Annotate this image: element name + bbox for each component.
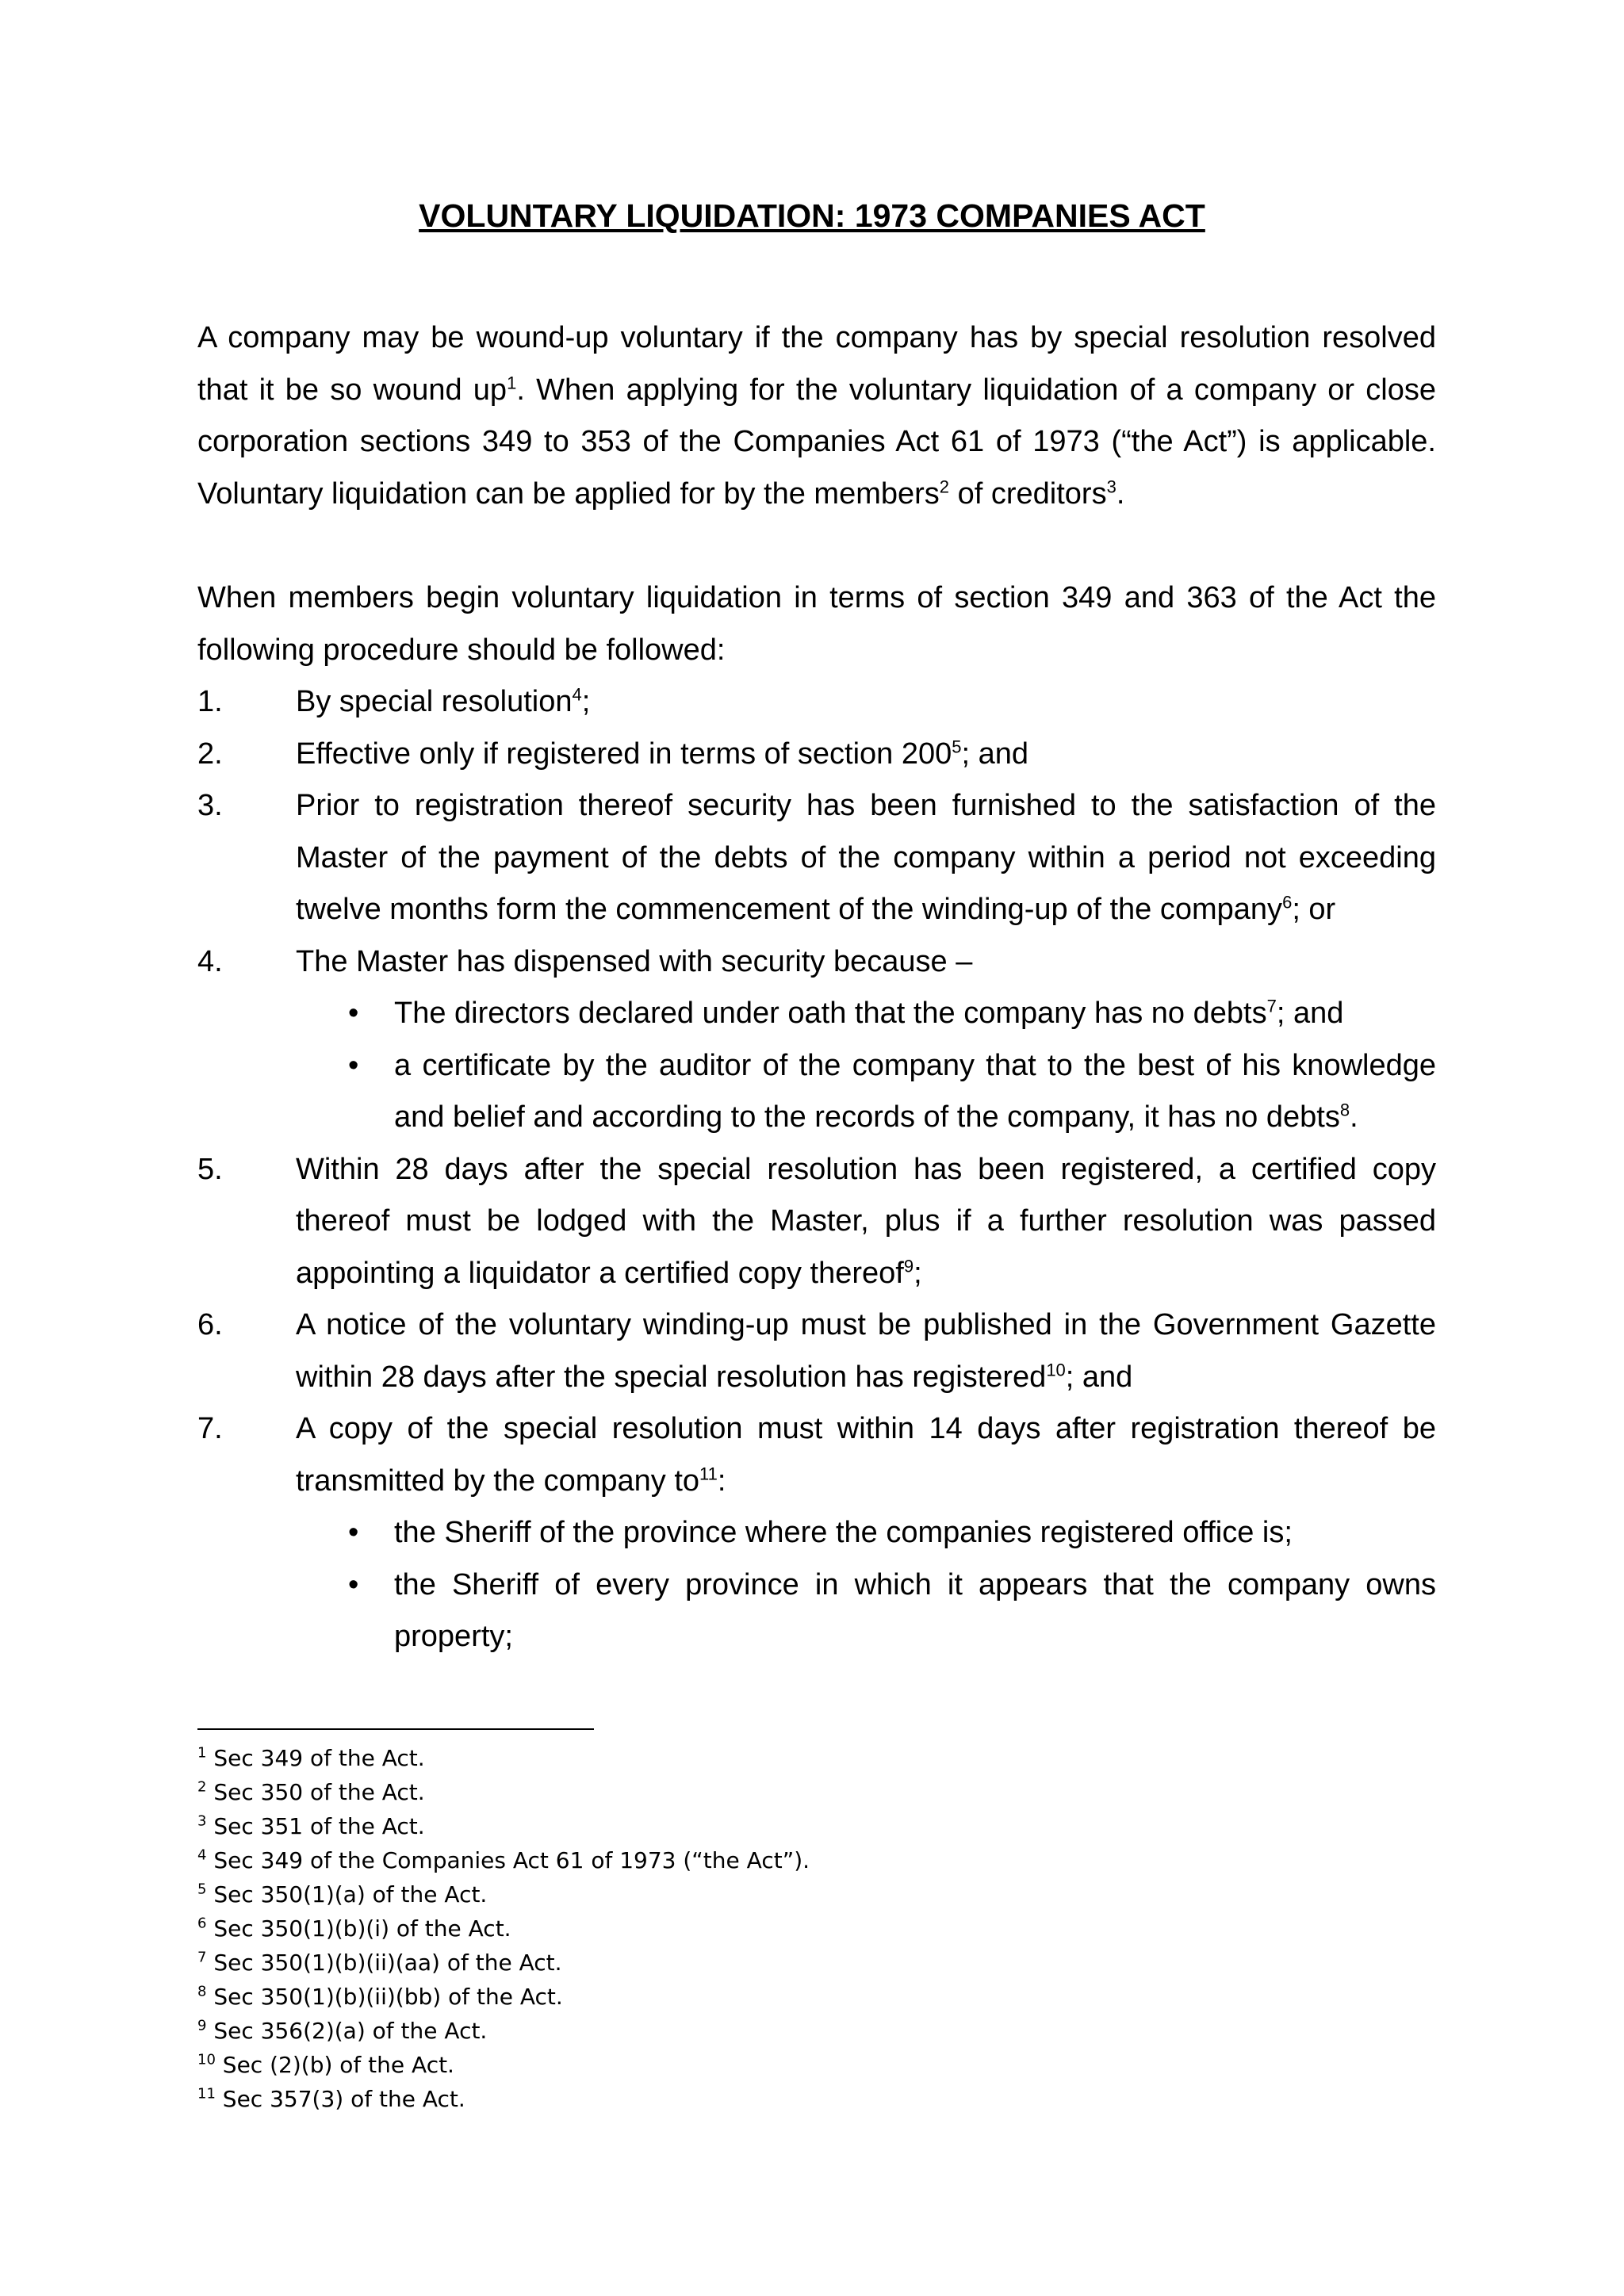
footnote-text: Sec 350(1)(b)(ii)(aa) of the Act. <box>206 1950 562 1976</box>
intro-text-1: A company may be wound-up voluntary if the company has by special resolution resolved that it be so wound up <box>197 321 1436 407</box>
list-item-tail: ; and <box>961 737 1029 771</box>
footnote-text: Sec 357(3) of the Act. <box>215 2086 465 2112</box>
list-number: 2. <box>197 737 223 771</box>
footnote-ref-5: 5 <box>952 736 962 756</box>
footnote-ref-11: 11 <box>699 1463 718 1483</box>
bullet-item <box>296 1040 1436 1144</box>
bullet-list <box>296 1507 1436 1663</box>
list-item <box>197 676 1436 729</box>
procedure-intro-paragraph: When members begin voluntary liquidation in terms of section 349 and 363 of the Act the following procedure should be followed: <box>197 581 1436 667</box>
footnote-text: Sec 349 of the Act. <box>206 1745 425 1771</box>
list-item-tail: : <box>717 1464 726 1498</box>
footnote <box>197 1980 810 2014</box>
footnote-number: 9 <box>197 2017 207 2034</box>
footnote-text: Sec 356(2)(a) of the Act. <box>206 2018 488 2044</box>
footnote <box>197 1946 810 1980</box>
footnote-number: 11 <box>197 2085 216 2103</box>
footnote-ref-10: 10 <box>1046 1359 1066 1380</box>
bullet-text: The directors declared under oath that the company has no debts <box>394 997 1267 1030</box>
bullet-text: a certificate by the auditor of the company that to the best of his knowledge and belief and according to the records of the company, it has no debts <box>394 1048 1436 1134</box>
bullet-icon: • <box>348 1516 359 1549</box>
bullet-item <box>296 1507 1436 1559</box>
list-item-tail: ; <box>914 1256 922 1290</box>
list-item-tail: ; or <box>1292 893 1336 926</box>
list-item-text: The Master has dispensed with security because – <box>296 944 973 978</box>
list-number: 6. <box>197 1308 223 1341</box>
footnote <box>197 1843 810 1877</box>
footnote-ref-7: 7 <box>1266 996 1277 1016</box>
footnote-ref-8: 8 <box>1339 1100 1350 1120</box>
footnote-number: 7 <box>197 1949 207 1966</box>
list-number: 5. <box>197 1152 223 1186</box>
footnote-separator <box>197 1728 594 1730</box>
list-item <box>197 1144 1436 1300</box>
footnote-ref-9: 9 <box>903 1255 914 1276</box>
footnote-text: Sec 350 of the Act. <box>206 1779 425 1805</box>
footnote-text: Sec (2)(b) of the Act. <box>215 2052 454 2078</box>
footnote-number: 8 <box>197 1983 207 2000</box>
list-number: 7. <box>197 1412 223 1445</box>
bullet-icon: • <box>348 1567 359 1601</box>
list-item <box>197 936 1436 1144</box>
footnote-text: Sec 350(1)(a) of the Act. <box>206 1881 488 1908</box>
footnote-ref-6: 6 <box>1282 892 1293 913</box>
footnote <box>197 1809 810 1843</box>
intro-text-2: . When applying for the voluntary liquidation of a company or close corporation sections 349 to 353 of the Companies Act 61 of 1973 (“the Act”) is applicable. Voluntary liquidation can be applied for by the members <box>197 373 1436 511</box>
bullet-item <box>296 1559 1436 1663</box>
procedure-list <box>197 676 1436 1663</box>
intro-text-3: of creditors <box>949 476 1107 511</box>
footnote-text: Sec 350(1)(b)(i) of the Act. <box>206 1915 511 1942</box>
footnote-text: Sec 349 of the Companies Act 61 of 1973 (“the Act”). <box>206 1847 810 1873</box>
footnote-number: 2 <box>197 1778 207 1796</box>
list-item-text: Effective only if registered in terms of section 200 <box>296 737 952 771</box>
list-item-text: Prior to registration thereof security has been furnished to the satisfaction of the Master of the payment of the debts of the company within a period not exceeding twelve months form the commencement of the winding-up of the company <box>296 789 1436 926</box>
list-item-text: By special resolution <box>296 685 573 718</box>
footnotes-list <box>197 1741 810 2116</box>
bullet-tail: ; and <box>1276 997 1344 1030</box>
footnote-number: 5 <box>197 1881 207 1898</box>
footnote <box>197 2048 810 2082</box>
footnote-ref-4: 4 <box>572 684 582 705</box>
list-item-tail: ; and <box>1065 1360 1133 1394</box>
list-number: 1. <box>197 685 223 718</box>
bullet-tail: . <box>1350 1100 1358 1134</box>
page-title: VOLUNTARY LIQUIDATION: 1973 COMPANIES ACT <box>419 197 1205 234</box>
bullet-list <box>296 988 1436 1144</box>
intro-paragraph <box>197 312 1436 520</box>
footnote <box>197 2082 810 2116</box>
list-item <box>197 729 1436 781</box>
footnote <box>197 2014 810 2048</box>
footnote-ref-2: 2 <box>939 476 950 496</box>
list-item <box>197 780 1436 936</box>
list-item <box>197 1403 1436 1663</box>
list-item-text: A notice of the voluntary winding-up must be published in the Government Gazette within 28 days after the special resolution has registered <box>296 1308 1436 1394</box>
bullet-text: the Sheriff of the province where the companies registered office is; <box>394 1516 1293 1549</box>
bullet-text: the Sheriff of every province in which it appears that the company owns property; <box>394 1567 1436 1653</box>
list-number: 3. <box>197 789 223 822</box>
footnote-number: 1 <box>197 1744 207 1762</box>
list-item-tail: ; <box>581 685 591 718</box>
footnote-number: 4 <box>197 1846 207 1864</box>
footnote-text: Sec 351 of the Act. <box>206 1813 425 1839</box>
intro-text-4: . <box>1116 476 1125 511</box>
footnote-ref-3: 3 <box>1106 476 1116 496</box>
list-item <box>197 1299 1436 1403</box>
footnote-number: 10 <box>197 2051 216 2068</box>
footnote <box>197 1877 810 1911</box>
bullet-icon: • <box>348 997 359 1030</box>
list-number: 4. <box>197 944 223 978</box>
footnote <box>197 1911 810 1946</box>
footnote-number: 6 <box>197 1915 207 1932</box>
footnote-ref-1: 1 <box>507 372 517 392</box>
footnote <box>197 1741 810 1775</box>
footnote <box>197 1775 810 1809</box>
footnote-text: Sec 350(1)(b)(ii)(bb) of the Act. <box>206 1984 563 2010</box>
list-item-text: A copy of the special resolution must within 14 days after registration thereof be transmitted by the company to <box>296 1412 1436 1498</box>
bullet-icon: • <box>348 1048 359 1082</box>
bullet-item <box>296 988 1436 1040</box>
footnote-number: 3 <box>197 1812 207 1830</box>
list-item-text: Within 28 days after the special resolution has been registered, a certified copy thereof must be lodged with the Master, plus if a further resolution was passed appointing a liquidator a certified copy thereof <box>296 1152 1436 1290</box>
